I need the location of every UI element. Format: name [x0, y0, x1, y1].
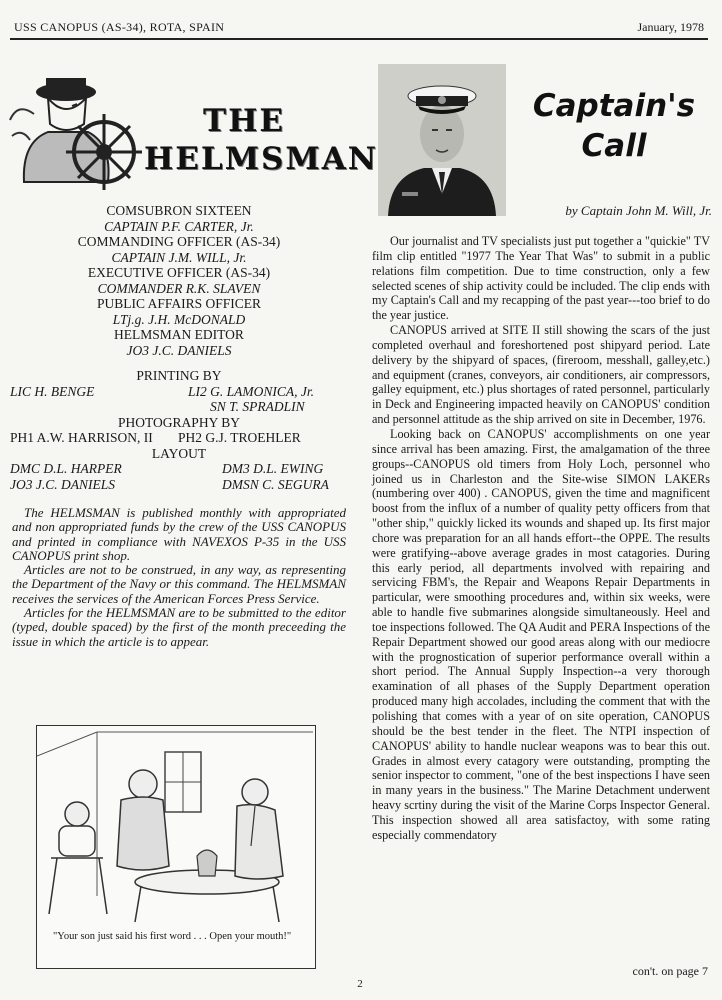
staff-title: HELMSMAN EDITOR	[114, 327, 244, 342]
cartoon-illustration-icon	[37, 726, 313, 926]
staff-name: LI2 G. LAMONICA, Jr.	[188, 383, 315, 399]
masthead-title	[144, 102, 379, 178]
article-paragraph: Our journalist and TV specialists just put together a "quickie" TV film clip entitled "1977 The Year That Was" to submit in a public relations film competition. Due to time construction, only a few selected scenes of ship activity could be included. The clip ends with my Captain's Call and my recapping of the past year---too brief to do the year justice.	[372, 234, 710, 323]
staff-name: CAPTAIN P.F. CARTER, Jr.	[104, 218, 254, 234]
staff-row	[10, 477, 348, 493]
staff-name: CAPTAIN J.M. WILL, Jr.	[111, 249, 247, 265]
staff-name: COMMANDER R.K. SLAVEN	[97, 280, 261, 296]
continued-notice: con't. on page 7	[632, 964, 708, 978]
masthead	[8, 62, 379, 192]
sailor-at-ships-wheel-icon	[8, 62, 158, 192]
staff-title: PHOTOGRAPHY BY	[118, 414, 240, 430]
staff-name: PH2 G.J. TROEHLER	[178, 430, 301, 445]
captain-portrait-photo	[378, 64, 506, 216]
cartoon-panel	[36, 725, 316, 969]
staff-title: PRINTING BY	[136, 368, 222, 383]
article-byline: by Captain John M. Will, Jr.	[565, 203, 712, 218]
article-title-line2: Call	[581, 128, 647, 164]
masthead-title-line2: HELMSMAN	[144, 141, 379, 177]
staff-title: COMMANDING OFFICER (AS-34)	[77, 234, 281, 249]
staff-name: JO3 J.C. DANIELS	[10, 476, 115, 492]
publication-notice	[12, 506, 346, 649]
staff-name: PH1 A.W. HARRISON, II	[10, 430, 153, 445]
notice-paragraph: Articles for the HELMSMAN are to be submitted to the editor (typed, double spaced) by the first of the month preceeding the issue in which the article is to appear.	[12, 605, 346, 649]
notice-paragraph: The HELMSMAN is published monthly with appropriated and non appropriated funds by the crew of the USS CANOPUS and printed in compliance with NAVEXOS P-35 in the USS CANOPUS print shop.	[12, 505, 346, 563]
staff-row	[10, 399, 348, 415]
page-number: 2	[357, 978, 363, 990]
staff-name: LIC H. BENGE	[10, 383, 95, 399]
masthead-title-line1: THE	[203, 103, 285, 139]
article-paragraph: CANOPUS arrived at SITE II still showing the scars of the just completed overhaul and foreshortened post shipyard period. Late delivery by the shipyard of spaces, (fireroom, messhall, galley,etc.) and equipment (cranes, conveyors, air conditioners, air compressors, galley equipment, etc.) plus shortages of rated personnel, particularly in Deck and Engineering impacted heavily on CANOPUS' condition and personnel attitude as the ship arrived on site in December, 1976.	[372, 323, 710, 427]
staff-name: SN T. SPRADLIN	[210, 399, 305, 414]
staff-name: DMC D.L. HARPER	[10, 461, 122, 476]
staff-title: COMSUBRON SIXTEEN	[106, 203, 252, 218]
staff-directory	[10, 203, 348, 492]
staff-row	[10, 430, 348, 446]
article-title-line1: Captain's	[532, 88, 696, 124]
article-title	[516, 86, 712, 166]
captain-portrait-icon	[378, 64, 506, 216]
staff-title: LAYOUT	[151, 445, 207, 461]
staff-name: DM3 D.L. EWING	[222, 461, 324, 476]
staff-name: JO3 J.C. DANIELS	[126, 342, 232, 358]
staff-title: EXECUTIVE OFFICER (AS-34)	[87, 265, 271, 280]
issue-date: January, 1978	[637, 20, 704, 34]
article-paragraph: Looking back on CANOPUS' accomplishments on one year since arrival has been amazing. First, the amalgamation of the three groups--CANOPUS old timers from Holy Loch, personnel who joined us in Charleston and the Site-wise SIMON LAKERs (numbering over 400) . CANOPUS, given the time and magnificent boost from the influx of a number of quality petty officers from that "other ship," quickly licked its wounds and shaped up. Its first major chore was preparation for an all hands effort--the OPPE. The results were gratifying--above average grades in most catagories. During this early period, all departments involved with repairing and servicing FBM's, the Repair and Weapons Repair Departments in particular, were smoothing procedures and, within six weeks, were able to handle five submarines alongside simultaneously. Heel and toe inspections followed. The QA Audit and PERA Inspections of the Repair Department showed our good areas along with our mediocre with the prognostication of superior performance overall within a short period. The Annual Supply Inspection--a very thorough examination of all phases of the Supply Department operation produced many high accolades, including the comment that with the polishing that comes with a year of on site operation, CANOPUS should be the best tender in the fleet. The NTPI inspection of CANOPUS' ability to handle nuclear weapons was to bear this out. Grades in almost every catagory were outstanding, prompting the senior inspector to comment, "one of the best inspections I have seen in many years in the business." The Marine Detachment underwent heavy scrtiny during the visit of the Marine Corps Inspector General. This inspection showed all area satisfactoy, with some rating especially commendatory	[372, 426, 710, 842]
article-body	[372, 234, 710, 843]
staff-name: LTj.g. J.H. McDONALD	[112, 311, 246, 327]
notice-paragraph: Articles are not to be construed, in any way, as representing the Department of the Navy or this command. The HELMSMAN receives the services of the American Forces Press Service.	[12, 562, 346, 606]
cartoon-caption: "Your son just said his first word . . . Open your mouth!"	[53, 931, 292, 942]
page-header	[10, 18, 708, 40]
staff-row	[10, 461, 348, 477]
staff-title: PUBLIC AFFAIRS OFFICER	[96, 296, 262, 311]
publication-line: USS CANOPUS (AS-34), ROTA, SPAIN	[14, 20, 225, 34]
staff-row	[10, 384, 348, 400]
staff-name: DMSN C. SEGURA	[222, 476, 329, 492]
